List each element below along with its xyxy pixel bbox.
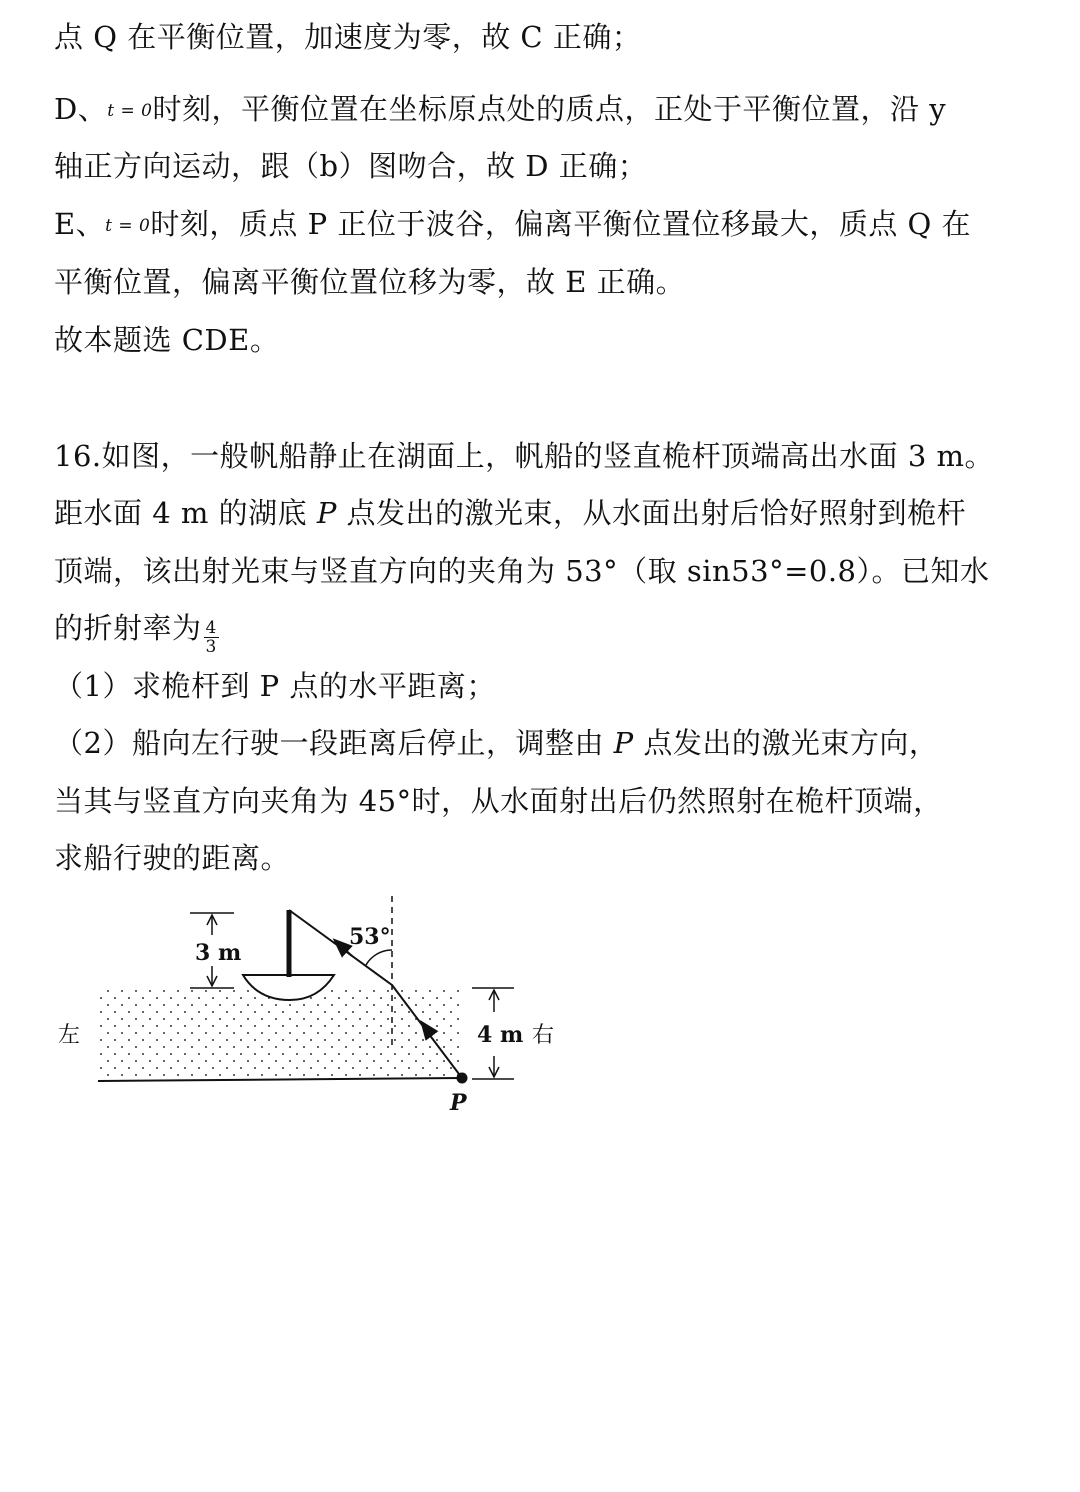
point-p-label: P	[316, 496, 337, 530]
option-d-prefix: D、	[54, 92, 108, 126]
option-e-text: 时刻，质点 P 正位于波谷，偏离平衡位置位移最大，质点 Q 在	[150, 207, 972, 241]
label-right: 右	[532, 1023, 555, 1048]
fraction-numerator: 4	[205, 618, 217, 638]
problem-line-3: 顶端，该出射光束与竖直方向的夹角为 53°（取 sin53°=0.8）。已知水	[54, 554, 990, 588]
option-e-prefix: E、	[54, 207, 106, 241]
point-p-label: P	[613, 726, 634, 760]
fraction-denominator: 3	[205, 637, 217, 657]
problem-line-1: 16.如图，一般帆船静止在湖面上，帆船的竖直桅杆顶端高出水面 3 m。	[54, 439, 995, 473]
time-zero-math: t = 0	[105, 216, 151, 236]
label-angle-53: 53°	[349, 924, 391, 950]
option-d-text: 时刻，平衡位置在坐标原点处的质点，正处于平衡位置，沿 y	[152, 92, 947, 126]
label-3m: 3 m	[195, 940, 242, 966]
question-text: （2）船向左行驶一段距离后停止，调整由	[54, 726, 614, 760]
label-left: 左	[58, 1023, 81, 1048]
solution-line-5: 平衡位置，偏离平衡位置位移为零，故 E 正确。	[54, 265, 686, 299]
question-text: 点发出的激光束方向，	[633, 726, 939, 760]
water-region	[98, 990, 464, 1080]
solution-line-1: 点 Q 在平衡位置，加速度为零，故 C 正确；	[54, 20, 642, 54]
solution-answer: 故本题选 CDE。	[54, 323, 280, 357]
time-zero-math: t = 0	[107, 101, 153, 121]
problem-text: 的折射率为	[54, 611, 202, 645]
solution-line-3: 轴正方向运动，跟（b）图吻合，故 D 正确；	[54, 149, 648, 183]
problem-text: 距水面 4 m 的湖底	[54, 496, 317, 530]
label-p: P	[450, 1090, 467, 1116]
problem-text: 点发出的激光束，从水面出射后恰好照射到桅杆	[336, 496, 967, 530]
point-p-dot	[457, 1073, 468, 1084]
question-2-line-2: 当其与竖直方向夹角为 45°时，从水面射出后仍然照射在桅杆顶端，	[54, 784, 943, 818]
angle-arc	[366, 950, 392, 965]
question-1: （1）求桅杆到 P 点的水平距离；	[54, 669, 496, 703]
label-4m: 4 m	[477, 1022, 524, 1048]
question-2-line-3: 求船行驶的距离。	[54, 841, 291, 875]
